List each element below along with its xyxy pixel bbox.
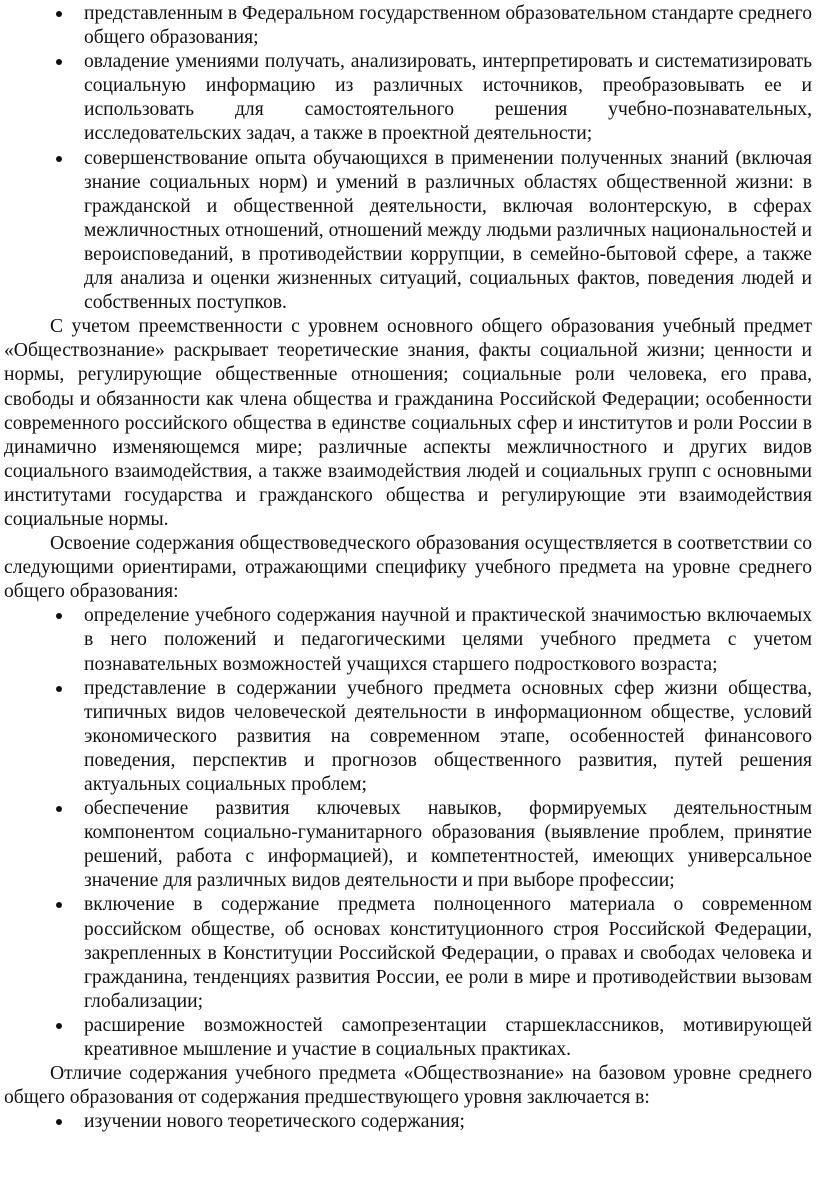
list-item: [4, 893, 812, 1013]
list-item-text: овладение умениями получать, анализировать, интерпретировать и систематизировать социальную информацию из различных источников, преобразовывать ее и использовать для самостоятельного решения учебно-познавательных, исследовательских задач, а также в проектной деятельности;: [84, 51, 812, 145]
bullet-icon: [56, 59, 62, 65]
bullet-icon: [56, 613, 62, 619]
list-item: [4, 2, 812, 50]
bullet-list-2: [4, 604, 812, 1062]
list-item: [4, 604, 812, 676]
list-item: [4, 147, 812, 316]
document-page: [4, 2, 812, 1134]
list-item: [4, 797, 812, 893]
paragraph-difference: Отличие содержания учебного предмета «Обществознание» на базовом уровне среднего общего образования от содержания предшествующего уровня заключается в:: [4, 1063, 812, 1109]
list-item-text: определение учебного содержания научной и практической значимостью включаемых в него положений и педагогическими целями учебного предмета с учетом познавательных возможностей учащихся старшего подросткового возраста;: [84, 605, 812, 675]
bullet-icon: [56, 902, 62, 908]
list-item-text: представленным в Федеральном государственном образовательном стандарте среднего общего образования;: [84, 3, 812, 49]
list-item-text: обеспечение развития ключевых навыков, формируемых деятельностным компонентом социально-гуманитарного образования (выявление проблем, принятие решений, работа с информацией), и компетентностей, имеющих универсальное значение для различных видов деятельности и при выборе профессии;: [84, 798, 812, 892]
list-item-text: совершенствование опыта обучающихся в применении полученных знаний (включая знание социальных норм) и умений в различных областях общественной жизни: в гражданской и общественной деятельности, включая волонтерскую, в сферах межличностных отношений, отношений между людьми различных национальностей и вероисповеданий, в противодействии коррупции, в семейно-бытовой сфере, а также для анализа и оценки жизненных ситуаций, социальных фактов, поведения людей и собственных поступков.: [84, 147, 812, 314]
bullet-icon: [56, 806, 62, 812]
bullet-list-3: [4, 1110, 812, 1134]
list-item: [4, 50, 812, 146]
paragraph-content-guidelines: Освоение содержания обществоведческого образования осуществляется в соответствии со следующими ориентирами, отражающими специфику учебного предмета на уровне среднего общего образования:: [4, 533, 812, 603]
paragraph-continuity: С учетом преемственности с уровнем основного общего образования учебный предмет «Обществознание» раскрывает теоретические знания, факты социальной жизни; ценности и нормы, регулирующие общественные отношения; социальные роли человека, его права, свободы и обязанности как члена общества и гражданина Российской Федерации; особенности современного российского общества в единстве социальных сфер и институтов и роли России в динамично изменяющемся мире; различные аспекты межличностного и других видов социального взаимодействия, а также взаимодействия людей и социальных групп с основными институтами государства и гражданского общества и регулирующие эти взаимодействия социальные нормы.: [4, 316, 812, 530]
list-item-text: представление в содержании учебного предмета основных сфер жизни общества, типичных видов человеческой деятельности в информационном обществе, условий экономического развития на современном этапе, особенностей финансового поведения, перспектив и прогнозов общественного развития, путей решения актуальных социальных проблем;: [84, 677, 812, 795]
list-item-text: изучении нового теоретического содержания;: [84, 1111, 465, 1133]
bullet-icon: [56, 686, 62, 692]
list-item: [4, 1110, 812, 1134]
list-item-text: расширение возможностей самопрезентации старшеклассников, мотивирующей креативное мышление и участие в социальных практиках.: [84, 1014, 812, 1061]
bullet-icon: [56, 11, 62, 17]
bullet-list-1: [4, 2, 812, 315]
bullet-icon: [56, 1023, 62, 1029]
list-item-text: включение в содержание предмета полноценного материала о современном российском обществе, об основах конституционного строя Российской Федерации, закрепленных в Конституции Российской Федерации, о правах и свободах человека и гражданина, тенденциях развития России, ее роли в мире и противодействии вызовам глобализации;: [84, 894, 812, 1012]
list-item: [4, 677, 812, 797]
bullet-icon: [56, 156, 62, 162]
bullet-icon: [56, 1119, 62, 1125]
list-item: [4, 1014, 812, 1062]
